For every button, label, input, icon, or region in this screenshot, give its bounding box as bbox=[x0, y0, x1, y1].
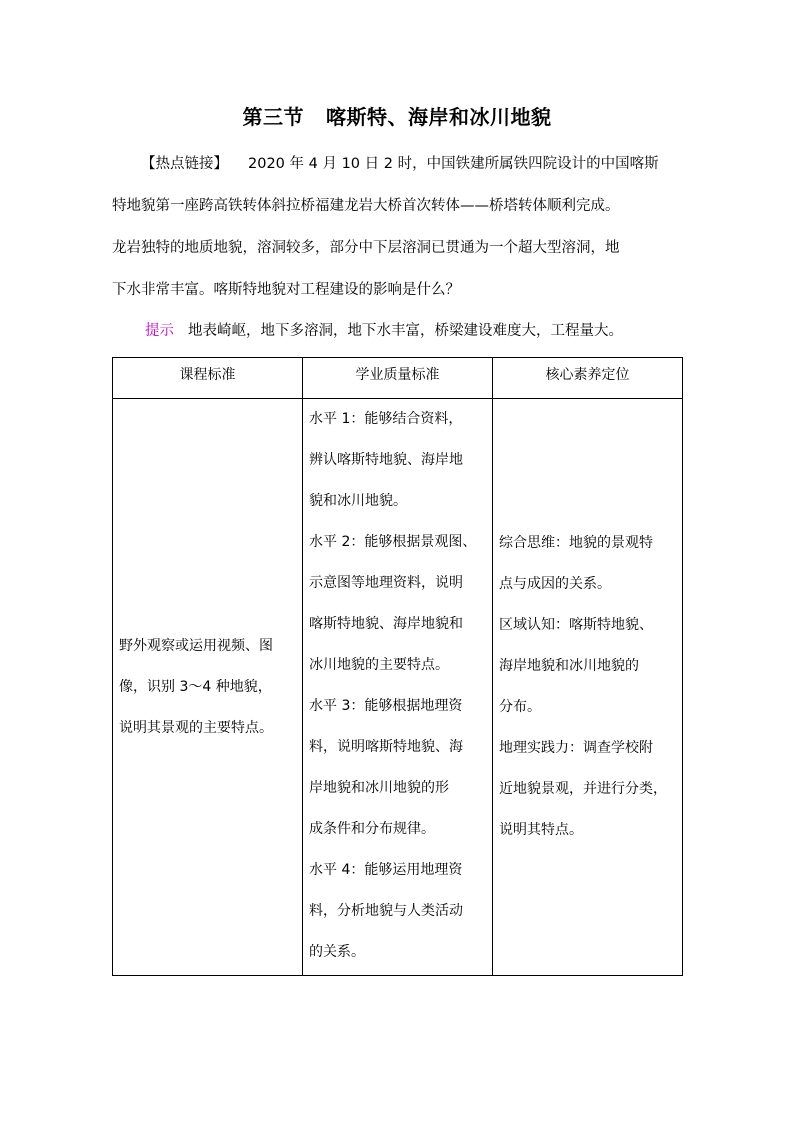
hint-label: 提示 bbox=[145, 323, 174, 339]
standards-table bbox=[112, 357, 683, 976]
header-core-literacy: 核心素养定位 bbox=[493, 358, 683, 399]
hot-link-paragraph bbox=[112, 143, 684, 311]
intro-line-1: 【热点链接】 2020 年 4 月 10 日 2 时，中国铁建所属铁四院设计的中国喀斯 bbox=[141, 156, 659, 172]
section-number: 第三节 bbox=[242, 105, 304, 129]
table-row bbox=[113, 399, 683, 976]
hot-link-label: 【热点链接】 bbox=[141, 156, 228, 172]
intro-line-3: 龙岩独特的地质地貌，溶洞较多，部分中下层溶洞已贯通为一个超大型溶洞，地 bbox=[112, 240, 620, 256]
header-quality-standard: 学业质量标准 bbox=[303, 358, 493, 399]
intro-line-2: 特地貌第一座跨高铁转体斜拉桥福建龙岩大桥首次转体——桥塔转体顺利完成。 bbox=[112, 198, 620, 214]
section-title bbox=[0, 102, 794, 132]
hint-text: 地表崎岖，地下多溶洞，地下水丰富，桥梁建设难度大，工程量大。 bbox=[188, 323, 623, 339]
hint-paragraph bbox=[145, 313, 623, 349]
course-standard-cell: 野外观察或运用视频、图 像，识别 3～4 种地貌， 说明其景观的主要特点。 bbox=[113, 399, 303, 976]
table-header-row bbox=[113, 358, 683, 399]
quality-standard-cell: 水平 1：能够结合资料， 辨认喀斯特地貌、海岸地 貌和冰川地貌。 水平 2：能够根据景观图、 示意图等地理资料，说明 喀斯特地貌、海岸地貌和 冰川地貌的主要特点。 水平 3：能够根据地理资 料，说明喀斯特地貌、海 岸地貌和冰川地貌的形 成条件和分布规律。 水平 4：能够运用地理资 料，分析地貌与人类活动 的关系。 bbox=[303, 399, 493, 976]
header-course-standard: 课程标准 bbox=[113, 358, 303, 399]
intro-line-4: 下水非常丰富。喀斯特地貌对工程建设的影响是什么？ bbox=[112, 282, 460, 298]
section-heading: 喀斯特、海岸和冰川地貌 bbox=[326, 105, 552, 129]
core-literacy-cell: 综合思维：地貌的景观特 点与成因的关系。 区域认知：喀斯特地貌、 海岸地貌和冰川地貌的 分布。 地理实践力：调查学校附 近地貌景观，并进行分类， 说明其特点。 bbox=[493, 399, 683, 976]
